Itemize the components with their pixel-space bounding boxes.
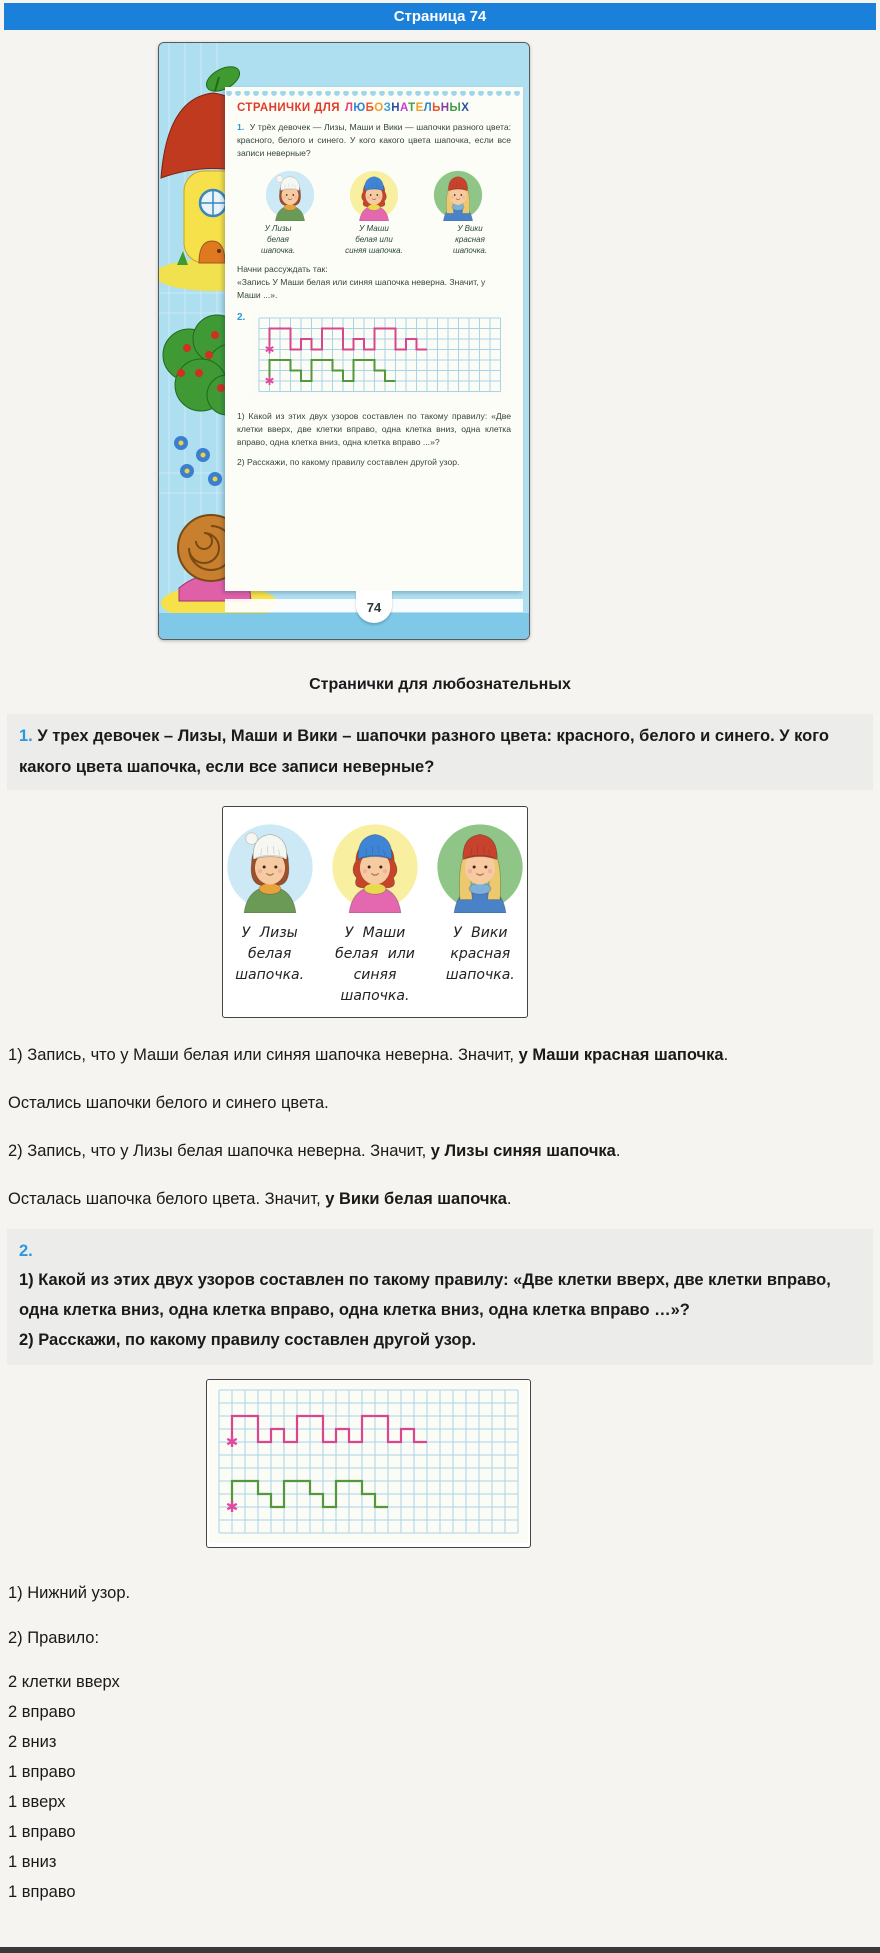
rule-step: 2 вниз [8, 1733, 57, 1751]
girl-column-vika [434, 821, 527, 1007]
book-task1-number: 1. [237, 122, 245, 132]
problem1-number: 1. [19, 727, 33, 745]
book-hint: Начни рассуждать так: «Запись У Маши белая или синяя шапочка неверна. Значит, у Маши ...». [237, 264, 486, 300]
girl-portrait-masha-book [348, 169, 400, 221]
page-header-bar [4, 3, 876, 30]
svg-text:✱: ✱ [264, 373, 275, 388]
rule-step: 1 вправо [8, 1823, 76, 1841]
problem2-question2: 2) Расскажи, по какому правилу составлен другой узор. [19, 1331, 477, 1349]
banner-word2: ЛЮБОЗНАТЕЛЬНЫХ [344, 102, 470, 114]
book-footer [225, 591, 523, 631]
rule-step: 1 вправо [8, 1763, 76, 1781]
page-title: Страница 74 [393, 8, 487, 25]
book-caption-vika: У Вики красная шапочка. [452, 224, 488, 255]
girls-figure [222, 806, 528, 1018]
book-task2 [237, 312, 511, 403]
problem2-number: 2. [19, 1242, 33, 1260]
rule-step: 1 вниз [8, 1853, 57, 1871]
girl-column-liza [223, 821, 316, 1007]
svg-text:✱: ✱ [264, 342, 275, 357]
textbook-page-image [158, 42, 530, 640]
banner-word1: СТРАНИЧКИ ДЛЯ [237, 102, 340, 114]
solution1-step2: Остались шапочки белого и синего цвета. [8, 1094, 329, 1112]
book-task2-number: 2. [237, 312, 246, 323]
caption-vika: У Вики красная шапочка. [445, 925, 515, 983]
rule-step: 1 вправо [8, 1883, 76, 1901]
answer-pattern-grid [209, 1380, 528, 1548]
solution1-step1: 1) Запись, что у Маши белая или синяя шапочка неверна. Значит, у Маши красная шапочка. [8, 1046, 729, 1064]
pattern-figure [206, 1379, 531, 1548]
problem1-block: 1. У трех девочек – Лизы, Маши и Вики – шапочки разного цвета: красного, белого и синего. У кого какого цвета шапочка, если все записи неверные? [7, 714, 873, 790]
book-caption-liza: У Лизы белая шапочка. [260, 224, 296, 255]
book-caption-masha: У Маши белая или синяя шапочка. [345, 224, 403, 255]
svg-text:✱: ✱ [225, 1498, 239, 1516]
section-heading: Странички для любознательных [309, 676, 571, 693]
book-girls-row [237, 169, 511, 221]
svg-text:✱: ✱ [225, 1433, 239, 1451]
rule-steps-list [8, 1667, 872, 1907]
girl-portrait-vika [434, 821, 526, 913]
book-pattern-grid [253, 312, 507, 403]
answer2-label: 2) Правило: [8, 1629, 100, 1647]
rule-step: 2 вправо [8, 1703, 76, 1721]
scalloped-trim [225, 91, 523, 98]
book-section-banner [237, 102, 511, 114]
book-task1-text: 1. У трёх девочек — Лизы, Маши и Вики — шапочки разного цвета: красного, белого и синего. У кого какого цвета шапочка, если все записи неверные? [237, 122, 511, 158]
rule-step: 2 клетки вверх [8, 1673, 120, 1691]
solution1-step4: Осталась шапочка белого цвета. Значит, у Вики белая шапочка. [8, 1190, 512, 1208]
problem2-block [7, 1229, 873, 1365]
answer1: 1) Нижний узор. [8, 1584, 131, 1602]
book-captions-row [237, 223, 511, 256]
book-question2: 2) Расскажи, по какому правилу составлен другой узор. [237, 456, 460, 467]
problem2-question1: 1) Какой из этих двух узоров составлен по такому правилу: «Две клетки вверх, две клетки вправо, одна клетка вниз, одна клетка вправо, одна клетка вниз, одна клетка вправо …»? [19, 1271, 831, 1319]
bottom-edge-strip [0, 1947, 880, 1953]
girl-column-masha [328, 821, 421, 1007]
caption-liza: У Лизы белая шапочка. [235, 925, 305, 983]
book-page-number: 74 [356, 591, 392, 623]
caption-masha: У Маши белая или синяя шапочка. [335, 925, 415, 1004]
book-question1: 1) Какой из этих двух узоров составлен по такому правилу: «Две клетки вверх, две клетки вправо, одна клетка вниз, одна клетка вправо, одна клетка вниз, одна клетка вправо ...»? [237, 410, 511, 447]
rule-step: 1 вверх [8, 1793, 66, 1811]
girl-portrait-liza [224, 821, 316, 913]
book-content-panel [225, 87, 523, 591]
girl-portrait-masha [329, 821, 421, 913]
solution1-step3: 2) Запись, что у Лизы белая шапочка неверна. Значит, у Лизы синяя шапочка. [8, 1142, 621, 1160]
girl-portrait-liza-book [264, 169, 316, 221]
girl-portrait-vika-book [432, 169, 484, 221]
